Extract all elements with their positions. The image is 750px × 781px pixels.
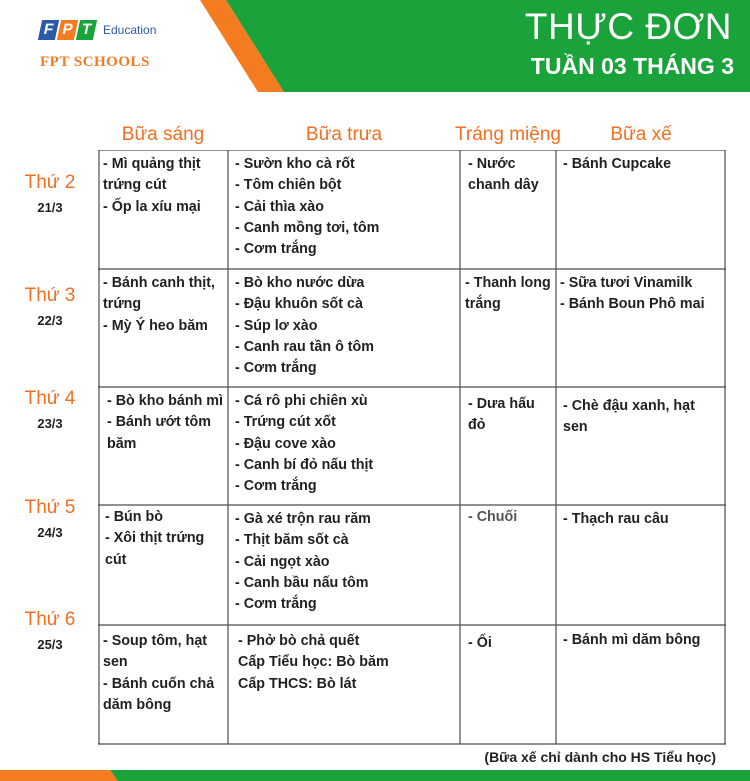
day-name: Thứ 2 bbox=[24, 172, 76, 193]
fpt-logo bbox=[40, 20, 156, 71]
cell-tue-dessert bbox=[465, 273, 553, 316]
column-header-lunch: Bữa trưa bbox=[305, 124, 383, 145]
menu-item: - Thanh long trắng bbox=[465, 275, 551, 313]
cell-wed-breakfast bbox=[107, 391, 223, 455]
day-label-thu bbox=[0, 497, 100, 540]
menu-item: - Mỳ Ý heo băm bbox=[103, 317, 208, 334]
menu-item: - Ốp la xíu mại bbox=[103, 198, 201, 215]
menu-item: - Súp lơ xào bbox=[235, 317, 318, 334]
day-date: 23/3 bbox=[37, 416, 63, 431]
menu-item: - Canh bí đỏ nấu thịt bbox=[235, 456, 374, 473]
menu-item: - Canh bầu nấu tôm bbox=[235, 574, 369, 591]
menu-item: - Xôi thịt trứng cút bbox=[105, 530, 205, 568]
menu-item: - Canh mồng tơi, tôm bbox=[235, 219, 380, 236]
day-date: 24/3 bbox=[37, 525, 63, 540]
day-name: Thứ 4 bbox=[24, 388, 76, 409]
page-title: THỰC ĐƠN bbox=[524, 6, 732, 47]
footnote: (Bữa xế chỉ dành cho HS Tiểu học) bbox=[484, 749, 716, 765]
menu-item: Cấp Tiểu học: Bò băm bbox=[238, 654, 389, 671]
menu-item: - Canh rau tần ô tôm bbox=[235, 338, 374, 355]
menu-item: - Bánh Boun Phô mai bbox=[560, 296, 705, 313]
menu-item: - Nước chanh dây bbox=[468, 156, 539, 194]
day-date: 22/3 bbox=[37, 313, 63, 328]
menu-item: - Cá rô phi chiên xù bbox=[235, 393, 368, 409]
cell-mon-lunch bbox=[235, 154, 455, 260]
menu-item: - Đậu khuôn sốt cà bbox=[235, 296, 363, 313]
logo-letter-t: T bbox=[76, 20, 97, 40]
day-date: 25/3 bbox=[37, 637, 63, 652]
cell-thu-breakfast bbox=[105, 507, 225, 571]
menu-item: - Cơm trắng bbox=[235, 596, 317, 613]
menu-item: - Bún bò bbox=[105, 509, 163, 525]
bottom-decoration bbox=[0, 770, 750, 781]
menu-item: - Bò kho nước dừa bbox=[235, 275, 365, 291]
menu-item: - Thịt băm sốt cà bbox=[235, 532, 349, 549]
cell-fri-lunch bbox=[238, 631, 456, 695]
menu-item: - Chuối bbox=[468, 509, 518, 525]
day-label-wed bbox=[0, 388, 100, 431]
menu-item: - Bò kho bánh mì bbox=[107, 393, 223, 409]
day-label-fri bbox=[0, 609, 100, 652]
day-name: Thứ 6 bbox=[24, 609, 76, 630]
cell-mon-breakfast bbox=[103, 154, 227, 218]
cell-fri-breakfast bbox=[103, 631, 227, 716]
header-banner bbox=[0, 0, 750, 92]
menu-item: - Cơm trắng bbox=[235, 478, 317, 495]
menu-item: - Phở bò chả quết bbox=[238, 633, 360, 649]
menu-item: - Mì quảng thịt trứng cút bbox=[103, 156, 201, 194]
menu-item: - Bánh ướt tôm băm bbox=[107, 414, 211, 452]
menu-item: - Sườn kho cà rốt bbox=[235, 156, 355, 172]
day-name: Thứ 5 bbox=[24, 497, 76, 518]
cell-wed-snack bbox=[563, 396, 723, 439]
cell-mon-dessert bbox=[468, 154, 554, 197]
menu-item: - Chè đậu xanh, hạt sen bbox=[563, 398, 695, 436]
logo-letter-f: F bbox=[38, 20, 59, 40]
menu-item: - Gà xé trộn rau răm bbox=[235, 511, 371, 527]
logo-letter-p: P bbox=[57, 20, 78, 40]
cell-mon-snack bbox=[563, 154, 723, 175]
menu-item: - Soup tôm, hạt sen bbox=[103, 633, 208, 671]
cell-thu-lunch bbox=[235, 509, 455, 615]
menu-item: - Ổi bbox=[468, 635, 492, 651]
menu-item: - Bánh Cupcake bbox=[563, 156, 672, 172]
menu-item: - Thạch rau câu bbox=[563, 511, 669, 527]
page-subtitle: TUẦN 03 THÁNG 3 bbox=[530, 53, 734, 79]
cell-fri-dessert bbox=[468, 633, 554, 654]
cell-wed-dessert bbox=[468, 394, 554, 437]
menu-item: - Cải thìa xào bbox=[235, 198, 324, 215]
day-label-tue bbox=[0, 285, 100, 328]
menu-item: - Bánh mì dăm bông bbox=[563, 632, 701, 648]
cell-thu-snack bbox=[563, 509, 723, 530]
menu-item: - Trứng cút xốt bbox=[235, 414, 336, 431]
cell-wed-lunch bbox=[235, 391, 455, 497]
column-header-breakfast: Bữa sáng bbox=[121, 124, 205, 145]
menu-item: - Bánh cuốn chả dăm bông bbox=[103, 675, 215, 713]
cell-tue-breakfast bbox=[103, 273, 229, 337]
cell-thu-dessert bbox=[468, 507, 554, 528]
day-label-mon bbox=[0, 172, 100, 215]
menu-item: - Tôm chiên bột bbox=[235, 177, 342, 194]
day-name: Thứ 3 bbox=[24, 285, 76, 306]
logo-education-text: Education bbox=[103, 23, 157, 37]
menu-item: - Đậu cove xào bbox=[235, 435, 336, 452]
menu-item: - Sữa tươi Vinamilk bbox=[560, 275, 693, 291]
menu-item: - Cải ngọt xào bbox=[235, 553, 330, 570]
cell-fri-snack bbox=[563, 630, 723, 651]
day-date: 21/3 bbox=[37, 200, 63, 215]
column-header-snack: Bữa xế bbox=[610, 124, 672, 145]
cell-tue-lunch bbox=[235, 273, 455, 379]
menu-item: - Dưa hấu đỏ bbox=[468, 396, 535, 434]
logo-schools-text: FPT SCHOOLS bbox=[40, 54, 150, 70]
menu-item: - Cơm trắng bbox=[235, 241, 317, 258]
menu-item: - Cơm trắng bbox=[235, 360, 317, 377]
column-header-dessert: Tráng miệng bbox=[455, 124, 561, 145]
cell-tue-snack bbox=[560, 273, 726, 316]
menu-item: - Bánh canh thịt, trứng bbox=[103, 275, 215, 313]
menu-item: Cấp THCS: Bò lát bbox=[238, 675, 357, 692]
